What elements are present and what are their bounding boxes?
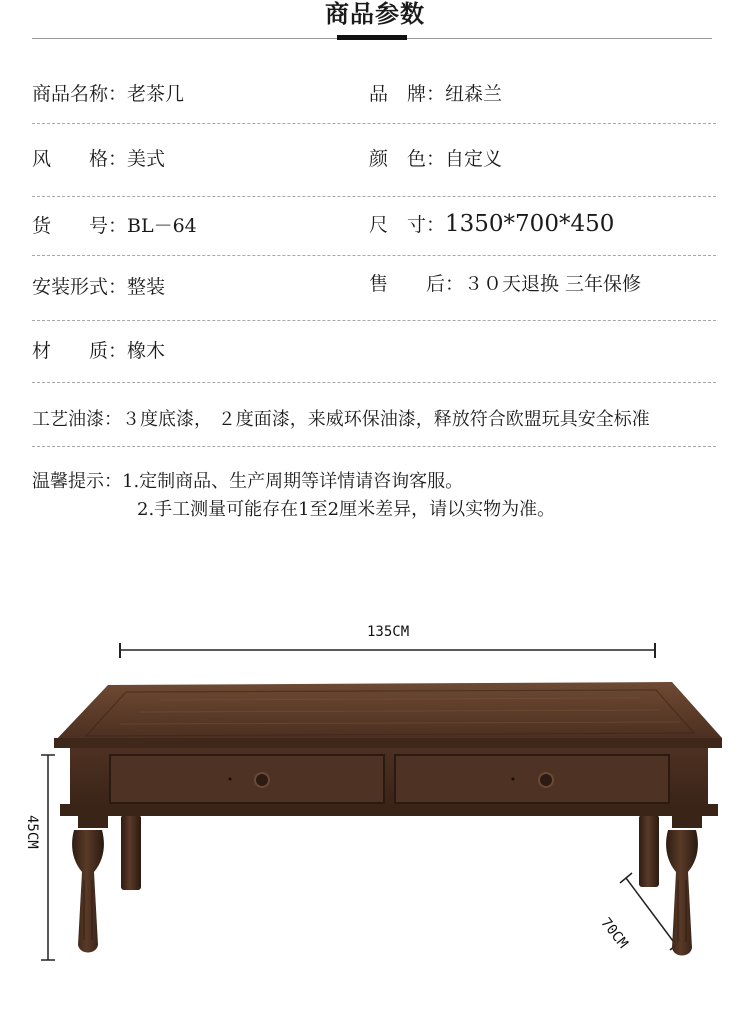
height-dimension-line [41, 755, 55, 960]
right-drawer [395, 755, 669, 803]
table-top [54, 682, 722, 748]
height-dimension-label: 45CM [24, 815, 40, 849]
spec-install-value: 整装 [127, 276, 166, 298]
spec-material-value: 橡木 [127, 340, 166, 362]
tip-text-1: 1.定制商品、生产周期等详情请咨询客服。 [122, 471, 464, 492]
spec-style-label: 风 格： [32, 148, 128, 170]
drawer-knob [539, 773, 553, 787]
spec-install-label: 安装形式： [32, 276, 128, 298]
spec-craft-label: 工艺油漆： [32, 409, 122, 430]
spec-brand-value: 纽森兰 [445, 83, 503, 105]
drawer-knob [255, 773, 269, 787]
width-dimension-line [120, 643, 655, 658]
back-left-leg [121, 815, 141, 890]
spec-model-label: 货 号： [32, 215, 128, 237]
spec-size-label: 尺 寸： [369, 214, 446, 236]
spec-craft-value: ３度底漆， ２度面漆，来威环保油漆，释放符合欧盟玩具安全标准 [122, 409, 650, 430]
spec-name-label: 商品名称： [32, 83, 128, 105]
page-title: 商品参数 [325, 0, 425, 28]
left-drawer [110, 755, 384, 803]
spec-size-value: 1350*700*450 [445, 211, 615, 237]
depth-dimension-label: 70CM [597, 915, 631, 952]
spec-name-value: 老茶几 [127, 83, 185, 105]
spec-service-label: 售 后： [369, 273, 465, 295]
spec-brand-label: 品 牌： [369, 83, 446, 105]
spec-color-label: 颜 色： [369, 148, 446, 170]
front-left-leg [72, 816, 108, 953]
spec-service-value: ３０天退换 三年保修 [464, 273, 642, 295]
front-right-leg [666, 816, 702, 956]
tip-label: 温馨提示： [32, 471, 122, 492]
spec-model-value: BL－64 [127, 215, 197, 237]
tip-text-2: 2.手工测量可能存在1至2厘米差异，请以实物为准。 [137, 499, 556, 520]
spec-style-value: 美式 [127, 148, 166, 170]
width-dimension-label: 135CM [367, 624, 410, 640]
spec-color-value: 自定义 [445, 148, 503, 170]
back-right-leg [639, 815, 659, 887]
spec-material-label: 材 质： [32, 340, 128, 362]
